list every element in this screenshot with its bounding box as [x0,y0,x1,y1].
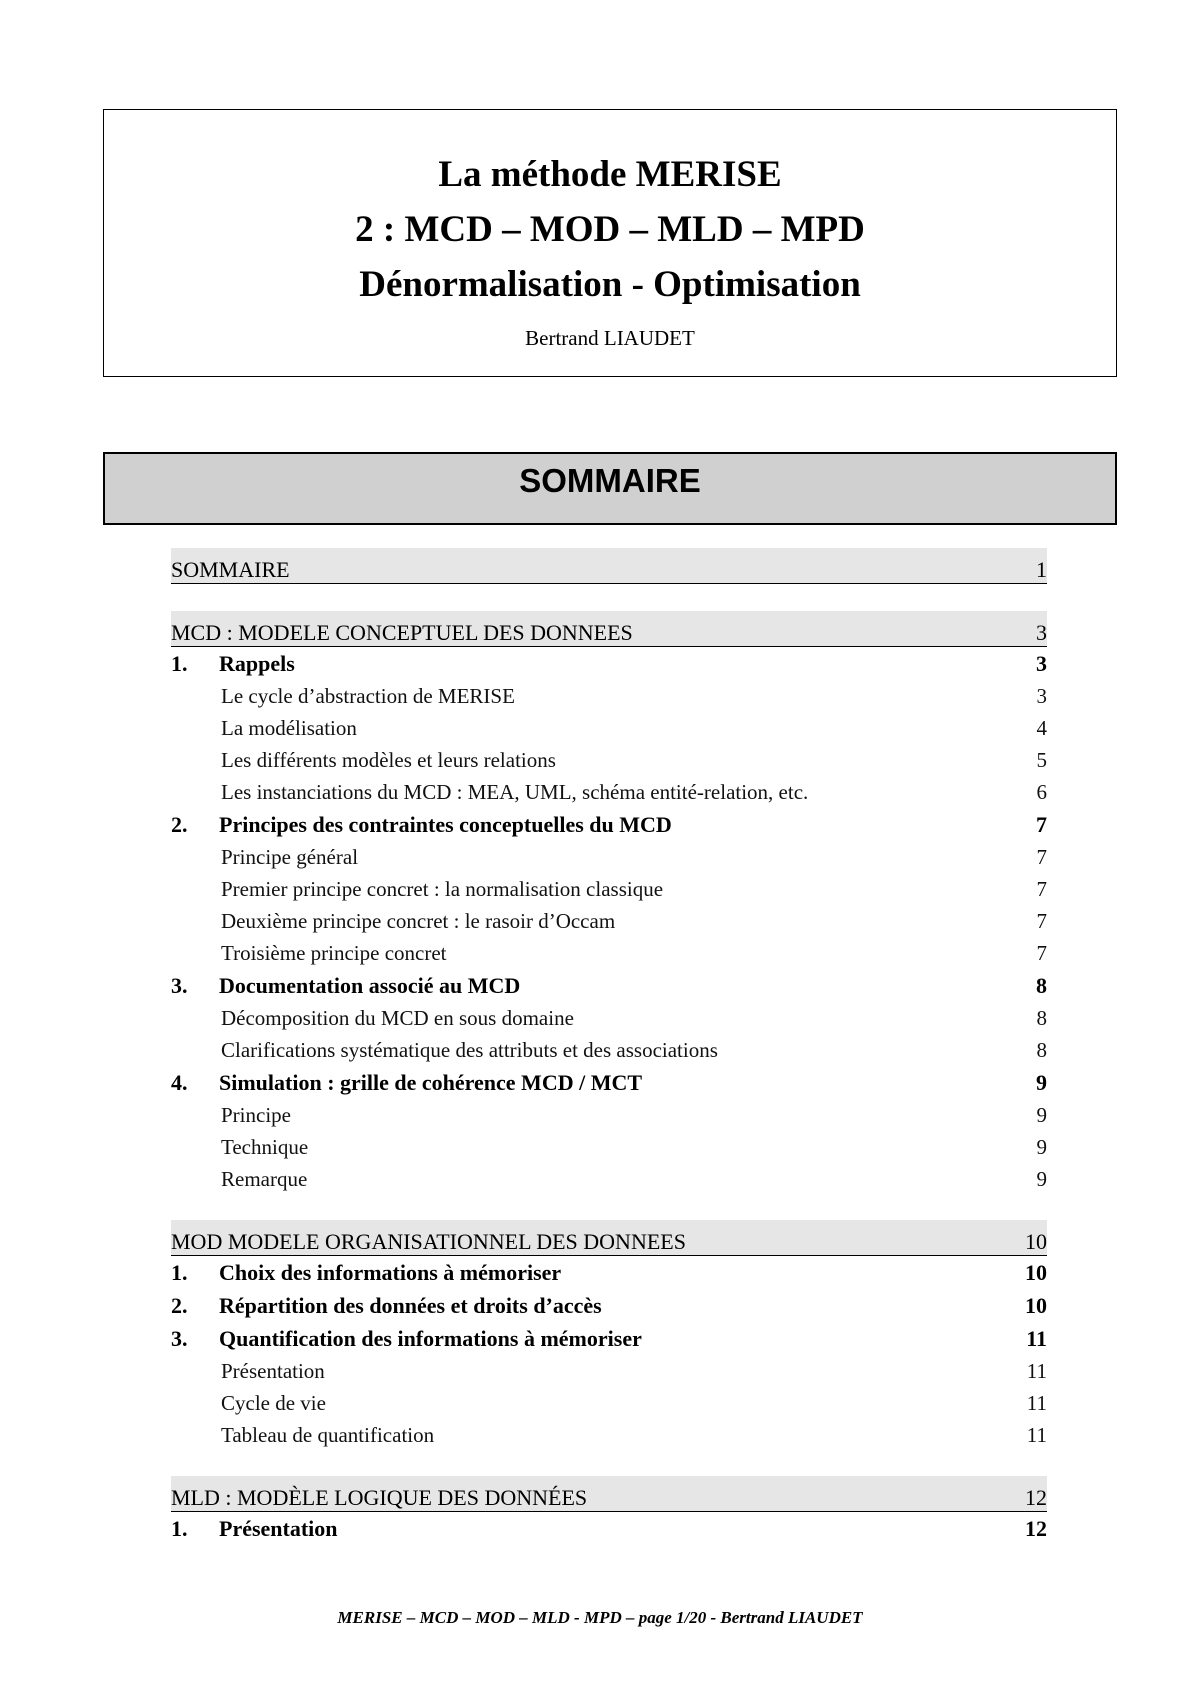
toc-item[interactable] [171,905,1047,937]
toc-chapter[interactable] [171,1256,1047,1289]
toc-chapter-label: Présentation [219,1516,338,1541]
toc-chapter-number: 2. [171,1293,188,1318]
toc-page-number: 10 [1025,1229,1047,1254]
toc-item-label: Clarifications systématique des attributs et des associations [221,1038,718,1062]
toc-page-number: 10 [1025,1260,1047,1285]
document-subtitle-2: Dénormalisation - Optimisation [359,264,861,305]
toc-section-sommaire[interactable] [171,548,1047,584]
toc-item[interactable] [171,1131,1047,1163]
toc-chapter-number: 3. [171,1326,188,1351]
toc-item-label: La modélisation [221,716,357,740]
toc-page-number: 5 [1036,748,1047,772]
author-name: Bertrand LIAUDET [525,326,695,350]
toc-section-label: MLD : MODÈLE LOGIQUE DES DONNÉES [171,1485,588,1510]
toc-item[interactable] [171,680,1047,712]
toc-item[interactable] [171,841,1047,873]
toc-chapter-number: 4. [171,1070,188,1095]
toc-chapter-label: Rappels [219,651,295,676]
toc-page-number: 9 [1036,1167,1047,1191]
toc-item[interactable] [171,937,1047,969]
toc-item-label: Premier principe concret : la normalisation classique [221,877,664,901]
toc-section-label: SOMMAIRE [171,557,290,582]
toc-page-number: 3 [1036,620,1047,645]
toc-page-number: 9 [1036,1135,1047,1159]
toc-item-label: Technique [221,1135,309,1159]
toc-page-number: 7 [1036,909,1047,933]
toc-item-label: Principe général [221,845,359,869]
toc-item-label: Troisième principe concret [221,941,447,965]
toc-page-number: 3 [1036,684,1047,708]
toc-item-label: Tableau de quantification [221,1423,435,1447]
toc-page-number: 11 [1026,1423,1047,1447]
toc-page-number: 11 [1026,1391,1047,1415]
toc-item[interactable] [171,1355,1047,1387]
toc-page-number: 4 [1036,716,1047,740]
toc-item-label: Présentation [221,1359,325,1383]
toc-section-mcd[interactable] [171,611,1047,647]
toc-page-number: 1 [1036,557,1047,582]
toc-page-number: 8 [1036,1038,1047,1062]
toc-item-label: Cycle de vie [221,1391,326,1415]
toc-item-label: Les différents modèles et leurs relations [221,748,556,772]
toc-section-label: MCD : MODELE CONCEPTUEL DES DONNEES [171,620,633,645]
toc-item[interactable] [171,1163,1047,1195]
toc-item[interactable] [171,1002,1047,1034]
toc-section-mld[interactable] [171,1476,1047,1512]
toc-spacer [171,584,1047,611]
toc-item[interactable] [171,873,1047,905]
sommaire-heading: SOMMAIRE [103,452,1117,525]
toc-chapter[interactable] [171,1289,1047,1322]
toc-item-label: Les instanciations du MCD : MEA, UML, schéma entité-relation, etc. [221,780,809,804]
toc-chapter-number: 2. [171,812,188,837]
toc-chapter-label: Principes des contraintes conceptuelles du MCD [219,812,672,837]
document-title: La méthode MERISE [438,154,782,195]
toc-page-number: 3 [1036,651,1047,676]
toc-page-number: 8 [1036,1006,1047,1030]
toc-page-number: 7 [1036,941,1047,965]
toc-chapter[interactable] [171,1066,1047,1099]
toc-chapter-number: 1. [171,651,188,676]
toc-page-number: 6 [1036,780,1047,804]
toc-item[interactable] [171,1387,1047,1419]
toc-page-number: 11 [1026,1326,1047,1351]
toc-chapter-number: 3. [171,973,188,998]
toc-section-label: MOD MODELE ORGANISATIONNEL DES DONNEES [171,1229,686,1254]
toc-item-label: Deuxième principe concret : le rasoir d’Occam [221,909,616,933]
toc-item[interactable] [171,1034,1047,1066]
toc-chapter-label: Documentation associé au MCD [219,973,521,998]
toc-spacer [171,1451,1047,1476]
toc-page-number: 9 [1036,1103,1047,1127]
toc-item-label: Remarque [221,1167,308,1191]
toc-page-number: 7 [1036,812,1047,837]
toc-chapter-label: Simulation : grille de cohérence MCD / MCT [219,1070,643,1095]
toc-chapter-number: 1. [171,1260,188,1285]
toc-page-number: 9 [1036,1070,1047,1095]
toc-chapter[interactable] [171,969,1047,1002]
toc-page-number: 10 [1025,1293,1047,1318]
toc-chapter-label: Choix des informations à mémoriser [219,1260,562,1285]
toc-item[interactable] [171,1099,1047,1131]
toc-chapter[interactable] [171,647,1047,680]
toc-chapter-label: Répartition des données et droits d’accès [219,1293,602,1318]
page-footer: MERISE – MCD – MOD – MLD - MPD – page 1/20 - Bertrand LIAUDET [337,1608,863,1627]
toc-page-number: 8 [1036,973,1047,998]
toc-item[interactable] [171,1419,1047,1451]
toc-page-number: 7 [1036,845,1047,869]
toc-page-number: 12 [1025,1516,1047,1541]
toc-item-label: Décomposition du MCD en sous domaine [221,1006,574,1030]
toc-chapter-number: 1. [171,1516,188,1541]
table-of-contents [171,548,1047,1545]
toc-page-number: 7 [1036,877,1047,901]
toc-item-label: Principe [221,1103,291,1127]
toc-page-number: 12 [1025,1485,1047,1510]
toc-section-mod[interactable] [171,1220,1047,1256]
toc-chapter[interactable] [171,808,1047,841]
toc-item[interactable] [171,776,1047,808]
title-box [103,109,1117,377]
toc-item-label: Le cycle d’abstraction de MERISE [221,684,515,708]
toc-spacer [171,1195,1047,1220]
toc-chapter[interactable] [171,1512,1047,1545]
toc-chapter[interactable] [171,1322,1047,1355]
toc-chapter-label: Quantification des informations à mémoriser [219,1326,642,1351]
toc-item[interactable] [171,712,1047,744]
toc-page-number: 11 [1026,1359,1047,1383]
toc-item[interactable] [171,744,1047,776]
document-subtitle: 2 : MCD – MOD – MLD – MPD [355,209,865,250]
